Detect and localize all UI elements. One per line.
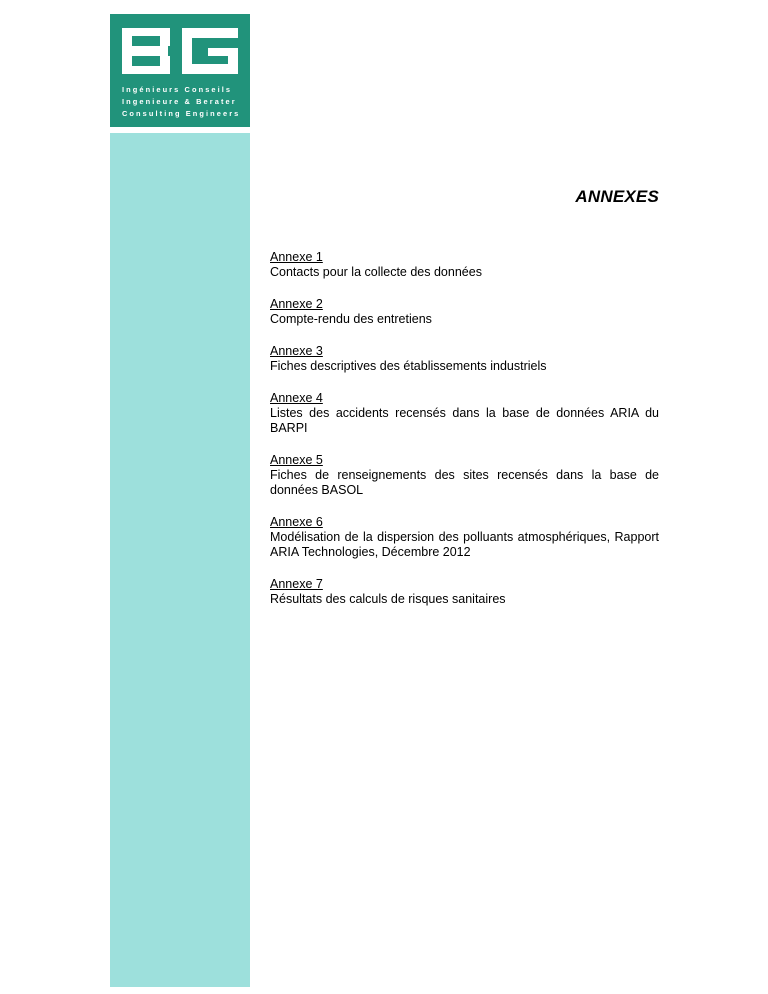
annex-list: [270, 250, 659, 624]
annex-item: [270, 344, 659, 374]
company-logo: [110, 14, 250, 127]
annex-label: Annexe 3: [270, 344, 323, 358]
sidebar-band: [110, 133, 250, 987]
annex-item: [270, 250, 659, 280]
logo-line: Ingenieure & Berater: [122, 97, 237, 106]
logo-line: Consulting Engineers: [122, 109, 241, 118]
annex-description: Contacts pour la collecte des données: [270, 265, 482, 279]
logo-line: Ingénieurs Conseils: [122, 85, 233, 94]
annex-label: Annexe 6: [270, 515, 323, 529]
annex-item: [270, 515, 659, 560]
annex-description: Fiches descriptives des établissements industriels: [270, 359, 547, 373]
annex-label: Annexe 5: [270, 453, 323, 467]
annex-description: Fiches de renseignements des sites recensés dans la base de données BASOL: [270, 468, 659, 497]
annex-description: Listes des accidents recensés dans la base de données ARIA du BARPI: [270, 406, 659, 435]
bg-monogram-icon: [122, 28, 238, 74]
annex-item: [270, 577, 659, 607]
annex-label: Annexe 4: [270, 391, 323, 405]
annex-description: Résultats des calculs de risques sanitaires: [270, 592, 506, 606]
annex-label: Annexe 7: [270, 577, 323, 591]
page-title: ANNEXES: [575, 187, 659, 206]
annex-item: [270, 297, 659, 327]
annex-label: Annexe 2: [270, 297, 323, 311]
annex-item: [270, 453, 659, 498]
annex-item: [270, 391, 659, 436]
annex-description: Compte-rendu des entretiens: [270, 312, 432, 326]
annex-label: Annexe 1: [270, 250, 323, 264]
annex-description: Modélisation de la dispersion des polluants atmosphériques, Rapport ARIA Technologies, Décembre 2012: [270, 530, 659, 559]
